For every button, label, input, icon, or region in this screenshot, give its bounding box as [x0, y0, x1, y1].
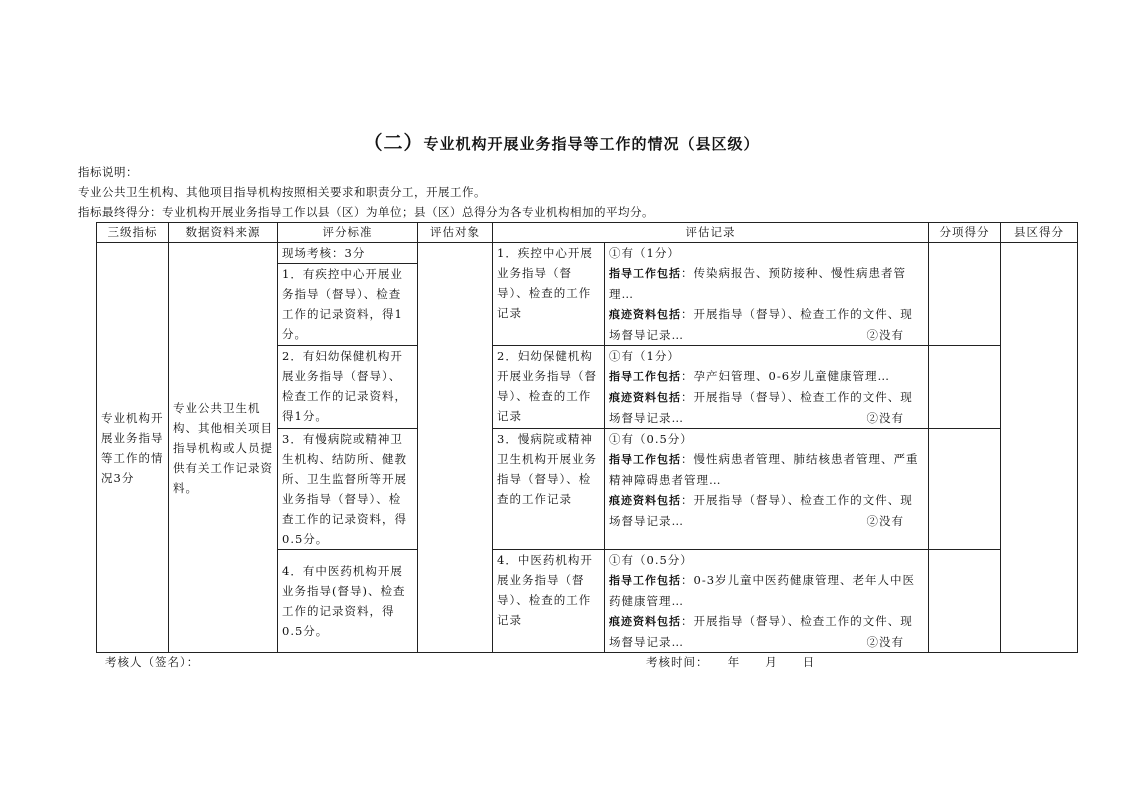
record-none: ②没有 [866, 328, 904, 342]
record-has: ①有（0.5分） [609, 553, 693, 567]
standard-head: 现场考核：3分 [278, 243, 417, 264]
exam-date: 考核时间： 年 月 日 [646, 655, 816, 669]
object-cell [493, 550, 605, 653]
trace-text: ：开展指导（督导）、检查工作的文件、现场督导记录… [609, 493, 913, 528]
examiner-signature: 考核人（签名）： [105, 655, 200, 669]
page-title [0, 128, 1123, 155]
assessment-table [96, 222, 1078, 653]
note-line-3: 指标最终得分：专业机构开展业务指导工作以县（区）为单位；县（区）总得分为各专业机构相加的平均分。 [78, 205, 654, 219]
object-blank-cell [418, 243, 493, 653]
standard-text: 3．有慢病院或精神卫生机构、结防所、健教所、卫生监督所等开展业务指导（督导）、检查工作的记录资料，得0.5分。 [282, 432, 407, 546]
object-text: 2．妇幼保健机构开展业务指导（督导）、检查的工作记录 [497, 349, 597, 423]
record-none: ②没有 [866, 411, 904, 425]
header-county-score: 县区得分 [1001, 223, 1078, 243]
trace-text: ：开展指导（督导）、检查工作的文件、现场督导记录… [609, 307, 913, 342]
header-source: 数据资料来源 [169, 223, 278, 243]
guide-text: ：0-3岁儿童中医药健康管理、老年人中医药健康管理… [609, 573, 916, 608]
source-cell [169, 243, 278, 653]
standard-text: 4．有中医药机构开展业务指导(督导)、检查工作的记录资料，得0.5分。 [282, 564, 406, 638]
object-cell [493, 429, 605, 550]
item-score-cell [929, 346, 1001, 429]
guide-label: 指导工作包括 [609, 453, 681, 466]
guide-text: ：孕产妇管理、0-6岁儿童健康管理… [681, 369, 891, 383]
standard-cell [278, 429, 418, 550]
header-row [97, 223, 1078, 243]
header-item-score: 分项得分 [929, 223, 1001, 243]
header-level3: 三级指标 [97, 223, 169, 243]
guide-text: ：慢性病患者管理、肺结核患者管理、严重精神障碍患者管理… [609, 452, 919, 487]
record-none: ②没有 [866, 514, 904, 528]
level3-cell [97, 243, 169, 653]
record-cell [605, 346, 929, 429]
record-cell [605, 429, 929, 550]
object-text: 4．中医药机构开展业务指导（督导）、检查的工作记录 [497, 553, 593, 627]
trace-label: 痕迹资料包括 [609, 308, 681, 321]
object-cell [493, 243, 605, 346]
item-score-cell [929, 550, 1001, 653]
header-record: 评估记录 [493, 223, 929, 243]
object-text: 3．慢病院或精神卫生机构开展业务指导（督导）、检查的工作记录 [497, 432, 597, 506]
record-has: ①有（1分） [609, 349, 680, 363]
level3-text: 专业机构开展业务指导等工作的情况3分 [101, 410, 164, 485]
title-text: 专业机构开展业务指导等工作的情况（县区级） [423, 135, 760, 153]
note-line-2: 专业公共卫生机构、其他项目指导机构按照相关要求和职责分工，开展工作。 [78, 185, 486, 199]
header-standard: 评分标准 [278, 223, 418, 243]
trace-label: 痕迹资料包括 [609, 494, 681, 507]
standard-text: 2．有妇幼保健机构开展业务指导（督导）、检查工作的记录资料，得1分。 [282, 349, 407, 423]
standard-cell [278, 346, 418, 429]
header-object: 评估对象 [418, 223, 493, 243]
object-text: 1．疾控中心开展业务指导（督导）、检查的工作记录 [497, 246, 593, 320]
trace-text: ：开展指导（督导）、检查工作的文件、现场督导记录… [609, 390, 913, 425]
record-cell [605, 243, 929, 346]
note-line-1: 指标说明： [78, 165, 138, 179]
title-paren: （二） [363, 132, 424, 154]
record-has: ①有（0.5分） [609, 432, 693, 446]
object-cell [493, 346, 605, 429]
record-cell [605, 550, 929, 653]
guide-label: 指导工作包括 [609, 574, 681, 587]
guide-label: 指导工作包括 [609, 370, 681, 383]
standard-cell [278, 243, 418, 346]
record-has: ①有（1分） [609, 246, 680, 260]
record-none: ②没有 [866, 635, 904, 649]
guide-label: 指导工作包括 [609, 267, 681, 280]
trace-label: 痕迹资料包括 [609, 615, 681, 628]
standard-cell [278, 550, 418, 653]
item-score-cell [929, 243, 1001, 346]
item-score-cell [929, 429, 1001, 550]
county-score-cell [1001, 243, 1078, 653]
standard-text: 1．有疾控中心开展业务指导（督导）、检查工作的记录资料，得1分。 [282, 267, 403, 341]
guide-text: ：传染病报告、预防接种、慢性病患者管理… [609, 266, 906, 301]
table-row [97, 243, 1078, 346]
source-text: 专业公共卫生机构、其他相关项目指导机构或人员提供有关工作记录资料。 [173, 400, 273, 495]
trace-label: 痕迹资料包括 [609, 391, 681, 404]
trace-text: ：开展指导（督导）、检查工作的文件、现场督导记录… [609, 614, 913, 649]
